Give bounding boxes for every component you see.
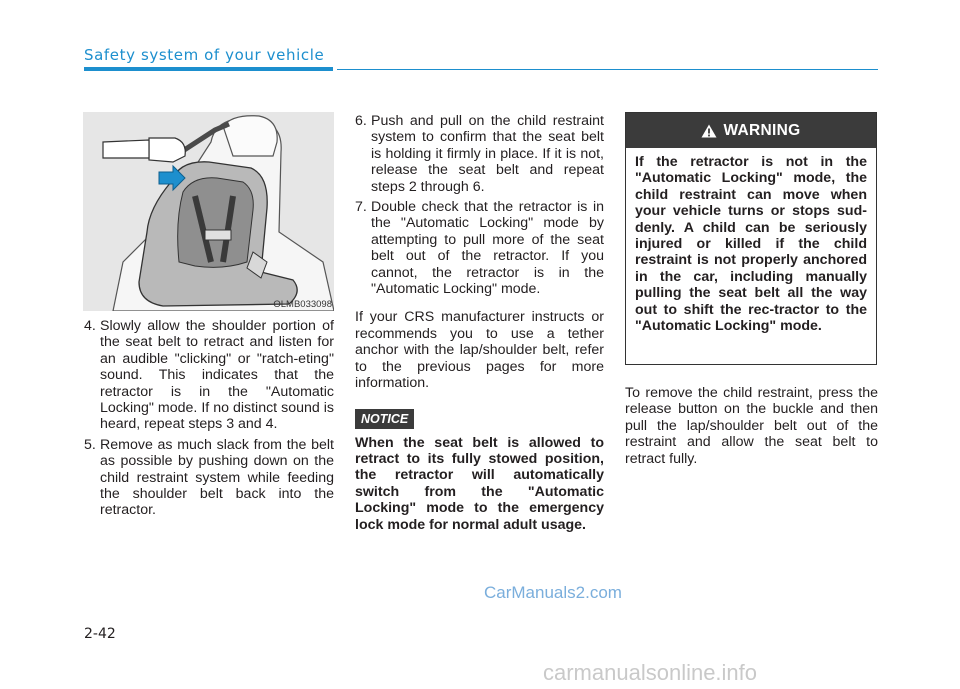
list-item [355,199,604,297]
column-middle [355,113,604,533]
warning-text: If the retractor is not in the "Automatic Locking" mode, the child restraint can move when your vehicle turns or stops sud-denly. A child can be seriously injured or killed if the child restraint is not properly anchored in the car, including manually pulling the seat belt all the way out to shift the rec-tractor to the "Automatic Locking" mode. [635,154,867,335]
list-item [84,437,334,519]
notice-text: When the seat belt is allowed to retract to its fully stowed position, the retractor will automatically switch from the "Automatic Locking" mode to the emergency lock mode for normal adult usage. [355,434,604,533]
list-item [355,113,604,195]
column-left [84,318,334,523]
warning-box [625,112,877,365]
warning-label: WARNING [723,121,801,139]
header-rule [337,69,878,70]
warning-triangle-icon [701,124,717,138]
warning-header [626,113,876,148]
crs-paragraph: If your CRS manufacturer instructs or recommends you to use a tether anchor with the lap/shoulder belt, refer to the previous pages for more information. [355,309,604,392]
watermark-footer: carmanualsonline.info [543,660,758,685]
page-number: 2-42 [84,626,116,642]
child-seat-illustration [83,112,334,311]
list-text: Slowly allow the shoulder portion of the seat belt to retract and listen for an audible "clicking" or "ratch-eting" sound. This indicates that the retractor is in the "Automatic Locking" mode. If no distinct sound is heard, repeat steps 3 and 4. [100,318,334,433]
child-seat-drawing [83,112,334,311]
remove-restraint-paragraph: To remove the child restraint, press the release button on the buckle and then pull the lap/shoulder belt out of the restraint and allow the seat belt to retract fully. [625,385,878,467]
list-text: Double check that the retractor is in the "Automatic Locking" mode by attempting to pull more of the seat belt out of the retractor. If you cannot, the retractor is in the "Automatic Locking" mode. [371,199,604,298]
list-item [84,318,334,433]
list-text: Remove as much slack from the belt as possible by pushing down on the child restraint system while feeding the shoulder belt back into the retractor. [100,436,334,519]
watermark-link[interactable]: CarManuals2.com [484,583,622,602]
list-text: Push and pull on the child restraint system to confirm that the seat belt is holding it firmly in place. If it is not, release the seat belt and repeat steps 2 through 6. [371,113,604,195]
figure-code: OLMB033098 [273,299,332,310]
section-title: Safety system of your vehicle [84,46,325,64]
list-number: 4. [84,318,96,334]
notice-badge: NOTICE [355,409,414,429]
header-rule-accent [84,67,333,71]
column-right [625,385,878,467]
list-number: 6. [355,113,367,129]
list-number: 7. [355,199,367,216]
list-number: 5. [84,436,96,453]
